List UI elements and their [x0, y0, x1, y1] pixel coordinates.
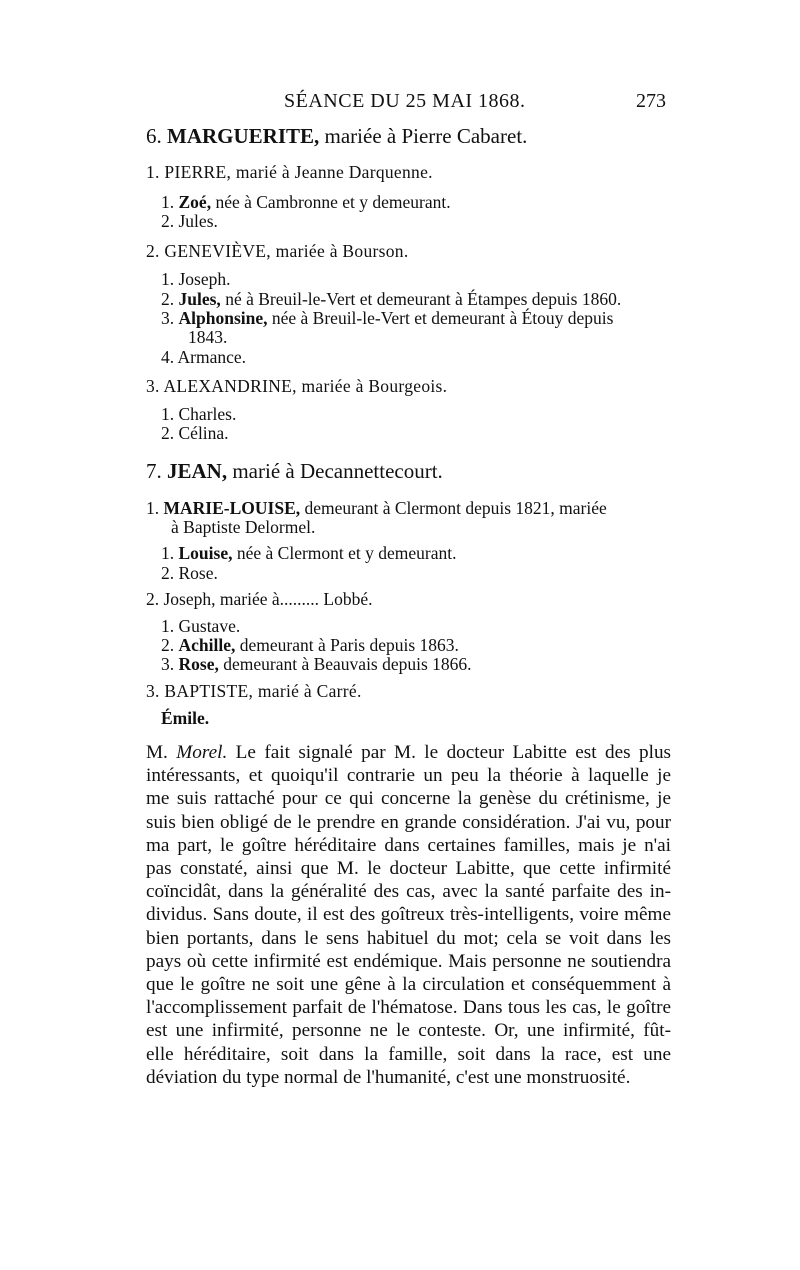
entry-text: né à Breuil-le-Vert et demeurant à Étampes depuis 1860.: [220, 289, 622, 309]
entry-name: Armance.: [177, 347, 247, 367]
entry-number: 1.: [161, 404, 175, 424]
running-title: SÉANCE DU 25 MAI 1868.: [284, 90, 526, 112]
paragraph-line: bien portants, dans le sens habituel du mot; cela se voit dans les: [146, 927, 671, 949]
paragraph-line: intéressants, et quoiqu'il contrarie un peu la théorie à laquelle je: [146, 765, 671, 787]
discussion-paragraph: [146, 741, 671, 1089]
paragraph-line: que le goître ne soit une gêne à la circulation et conséquemment à: [146, 974, 671, 996]
entry-number: 2.: [161, 211, 175, 231]
entry-text: née à Clermont et y demeurant.: [232, 543, 457, 563]
entry-number: 2.: [161, 423, 175, 443]
entry-number: 1.: [146, 498, 160, 518]
paragraph-line: dividus. Sans doute, il est des goîtreux très-intelligents, voire même: [146, 904, 671, 926]
entry-name: PIERRE,: [164, 162, 232, 182]
entry-number: 1.: [161, 192, 175, 212]
entry-rose-2: [161, 653, 472, 675]
entry-alexandrine: [146, 375, 447, 397]
entry-pierre: [146, 161, 433, 183]
entry-genevieve: [146, 240, 409, 262]
entry-text: mariée à Pierre Cabaret.: [319, 124, 528, 148]
entry-number: 4.: [161, 347, 175, 367]
page-number: 273: [636, 90, 666, 112]
entry-number: 2.: [161, 289, 175, 309]
entry-6-marguerite: [146, 125, 527, 147]
paragraph-line: elle héréditaire, soit dans la famille, soit dans la race, est une: [146, 1043, 671, 1065]
entry-number: 2.: [146, 241, 160, 261]
entry-text: à Baptiste Delormel.: [171, 517, 316, 537]
entry-name: Jules,: [178, 289, 221, 309]
entry-number: 1.: [161, 543, 175, 563]
entry-name: BAPTISTE,: [164, 681, 254, 701]
entry-rose-1: [161, 562, 218, 584]
entry-number: 1.: [161, 616, 175, 636]
entry-marie-louise-cont: [171, 516, 315, 538]
entry-joseph-2: [146, 588, 372, 610]
entry-text: mariée à......... Lobbé.: [215, 589, 373, 609]
entry-name: Joseph,: [163, 589, 216, 609]
entry-number: 3.: [146, 376, 160, 396]
entry-name: ALEXANDRINE,: [163, 376, 297, 396]
entry-7-jean: [146, 460, 443, 482]
entry-name: Émile.: [161, 708, 210, 728]
entry-emile: [161, 707, 209, 729]
entry-number: 2.: [161, 635, 175, 655]
speaker-prefix: M.: [146, 742, 168, 763]
entry-louise: [161, 542, 457, 564]
entry-number: 1.: [161, 269, 175, 289]
entry-text: née à Breuil-le-Vert et demeurant à Étouy depuis: [267, 308, 614, 328]
entry-text: 1843.: [188, 327, 228, 347]
paragraph-line: coïncidât, dans la généralité des cas, avec la santé parfaite des in-: [146, 881, 671, 903]
paragraph-line: suis bien obligé de le prendre en grande considération. J'ai vu, pour: [146, 811, 671, 833]
entry-name: Alphonsine,: [178, 308, 268, 328]
entry-number: 3.: [161, 308, 175, 328]
paragraph-line: est une infirmité, personne ne le conteste. Or, une infirmité, fût-: [146, 1020, 671, 1042]
entry-name: Rose.: [178, 563, 218, 583]
entry-jules-1: [161, 210, 218, 232]
entry-name: Rose,: [178, 654, 219, 674]
entry-name: GENEVIÈVE,: [164, 241, 271, 261]
entry-text: née à Cambronne et y demeurant.: [211, 192, 451, 212]
entry-name: Charles.: [178, 404, 237, 424]
entry-name: MARIE-LOUISE,: [163, 498, 301, 518]
entry-name: Célina.: [178, 423, 229, 443]
entry-text: mariée à Bourson.: [270, 241, 409, 261]
entry-name: MARGUERITE,: [167, 124, 320, 148]
entry-number: 3.: [146, 681, 160, 701]
entry-alphonsine-cont: [188, 326, 227, 348]
paragraph-line: déviation du type normal de l'humanité, c'est une monstruosité.: [146, 1066, 631, 1088]
entry-armance: [161, 346, 246, 368]
entry-name: Achille,: [178, 635, 236, 655]
paragraph-line: me suis rattaché pour ce qui concerne la genèse du crétinisme, je: [146, 788, 671, 810]
entry-name: Jules.: [178, 211, 218, 231]
entry-number: 2.: [161, 563, 175, 583]
entry-number: 1.: [146, 162, 160, 182]
paragraph-line: pays où cette infirmité est endémique. Mais personne ne soutiendra: [146, 950, 671, 972]
entry-name: Gustave.: [178, 616, 241, 636]
entry-text: mariée à Bourgeois.: [296, 376, 448, 396]
entry-name: Zoé,: [178, 192, 212, 212]
entry-celina: [161, 422, 229, 444]
running-head: [146, 90, 666, 116]
paragraph-line: [146, 741, 671, 764]
entry-text: marié à Decannettecourt.: [227, 459, 443, 483]
paragraph-line: ma part, le goître héréditaire dans certaines familles, mais je n'ai: [146, 834, 671, 856]
entry-number: 3.: [161, 654, 175, 674]
entry-text: demeurant à Clermont depuis 1821, mariée: [300, 498, 607, 518]
paragraph-text: Le fait signalé par M. le docteur Labitte est des plus: [227, 742, 672, 763]
entry-number: 2.: [146, 589, 160, 609]
entry-text: demeurant à Beauvais depuis 1866.: [218, 654, 472, 674]
entry-number: 6.: [146, 124, 162, 148]
entry-joseph-1: [161, 268, 231, 290]
entry-name: JEAN,: [167, 459, 228, 483]
entry-name: Louise,: [178, 543, 233, 563]
entry-text: marié à Carré.: [253, 681, 362, 701]
entry-text: demeurant à Paris depuis 1863.: [235, 635, 459, 655]
speaker-name: Morel.: [176, 742, 228, 763]
paragraph-line: l'accomplissement parfait de l'hématose. Dans tous les cas, le goître: [146, 997, 671, 1019]
entry-baptiste: [146, 680, 362, 702]
entry-alphonsine: [161, 307, 613, 329]
paragraph-line: pas constaté, ainsi que M. le docteur Labitte, que cette infirmité: [146, 858, 671, 880]
entry-name: Joseph.: [178, 269, 231, 289]
entry-number: 7.: [146, 459, 162, 483]
entry-text: marié à Jeanne Darquenne.: [231, 162, 433, 182]
